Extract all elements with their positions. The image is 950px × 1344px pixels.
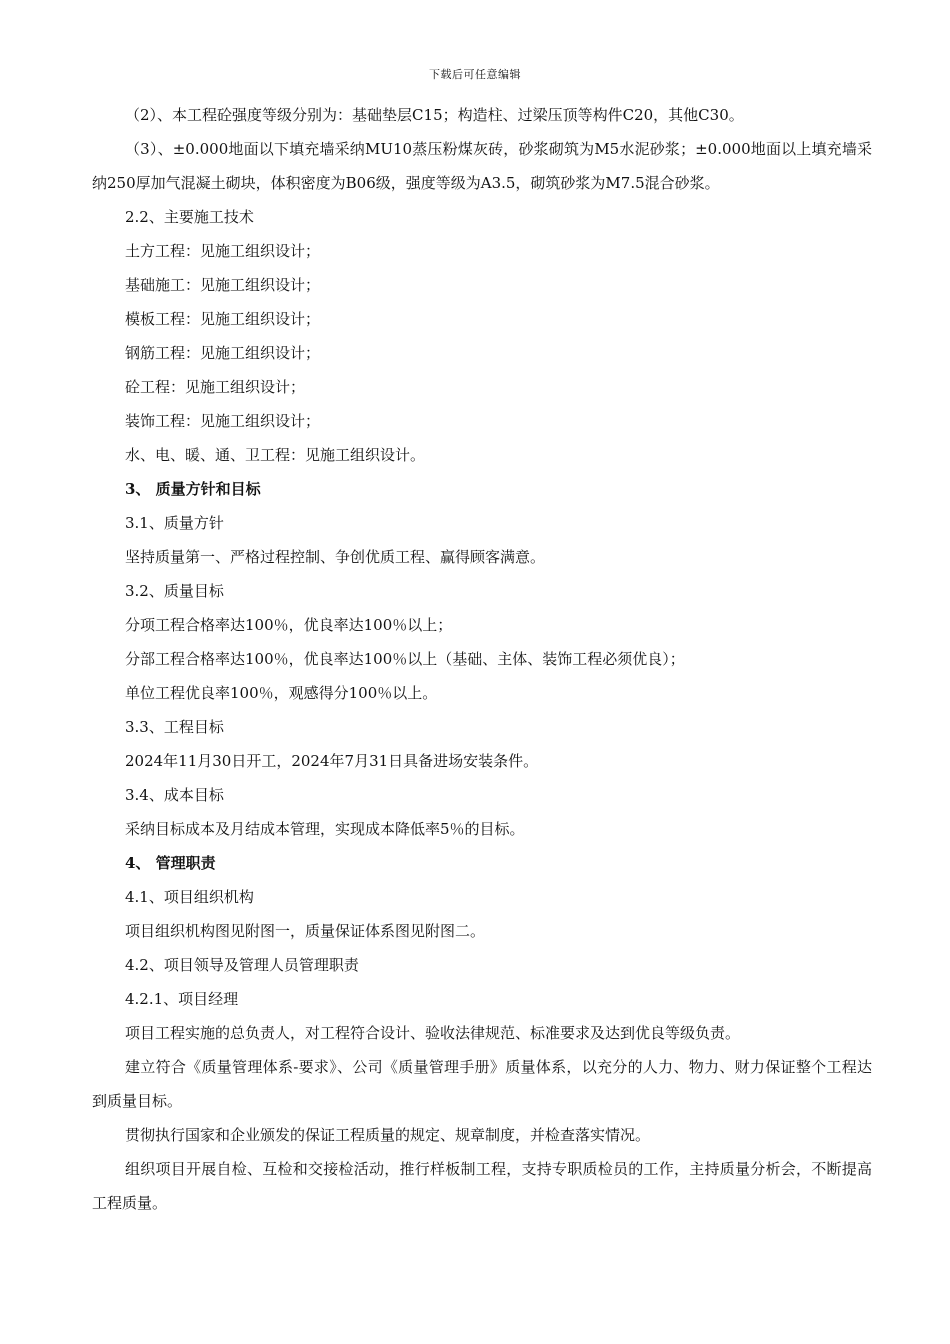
- paragraph: 4.1、项目组织机构: [125, 888, 254, 906]
- paragraph: 3.2、质量目标: [125, 582, 224, 600]
- paragraph: 水、电、暖、通、卫工程：见施工组织设计。: [125, 446, 426, 464]
- paragraph: 装饰工程：见施工组织设计；: [125, 412, 321, 430]
- section-heading: 3、 质量方针和目标: [125, 480, 261, 498]
- paragraph: （3）、±0.000地面以下填充墙采纳MU10蒸压粉煤灰砖，砂浆砌筑为M5水泥砂浆；±0.000地面以上填充墙采纳250厚加气混凝土砌块，体积密度为B06级，强度等级为A3.5，砌筑砂浆为M7.5混合砂浆。: [92, 140, 872, 192]
- paragraph: 4.2.1、项目经理: [125, 990, 239, 1008]
- paragraph: 建立符合《质量管理体系-要求》、公司《质量管理手册》质量体系，以充分的人力、物力、财力保证整个工程达到质量目标。: [92, 1058, 872, 1110]
- paragraph: 项目工程实施的总负责人，对工程符合设计、验收法律规范、标准要求及达到优良等级负责。: [125, 1024, 741, 1042]
- section-heading: 4、 管理职责: [125, 854, 216, 872]
- paragraph: 项目组织机构图见附图一，质量保证体系图见附图二。: [125, 922, 486, 940]
- paragraph: 采纳目标成本及月结成本管理，实现成本降低率5％的目标。: [125, 820, 525, 838]
- document-body: [92, 98, 872, 1220]
- paragraph: 钢筋工程：见施工组织设计；: [125, 344, 321, 362]
- paragraph: 基础施工：见施工组织设计；: [125, 276, 321, 294]
- paragraph: 3.3、工程目标: [125, 718, 224, 736]
- paragraph: 模板工程：见施工组织设计；: [125, 310, 321, 328]
- paragraph: 分项工程合格率达100％，优良率达100％以上；: [125, 616, 453, 634]
- paragraph: 坚持质量第一、严格过程控制、争创优质工程、赢得顾客满意。: [125, 548, 546, 566]
- paragraph: 2.2、主要施工技术: [125, 208, 254, 226]
- paragraph: 组织项目开展自检、互检和交接检活动，推行样板制工程，支持专职质检员的工作，主持质量分析会，不断提高工程质量。: [92, 1160, 872, 1212]
- page-header: 下载后可任意编辑: [429, 68, 521, 81]
- paragraph: 分部工程合格率达100％，优良率达100％以上（基础、主体、装饰工程必须优良）；: [125, 650, 685, 668]
- paragraph: 土方工程：见施工组织设计；: [125, 242, 321, 260]
- paragraph: 2024年11月30日开工，2024年7月31日具备进场安装条件。: [125, 752, 539, 770]
- paragraph: 砼工程：见施工组织设计；: [125, 378, 306, 396]
- paragraph: 贯彻执行国家和企业颁发的保证工程质量的规定、规章制度，并检查落实情况。: [125, 1126, 651, 1144]
- paragraph: 单位工程优良率100％，观感得分100％以上。: [125, 684, 438, 702]
- paragraph: 3.4、成本目标: [125, 786, 224, 804]
- paragraph: 3.1、质量方针: [125, 514, 224, 532]
- paragraph: （2）、本工程砼强度等级分别为：基础垫层C15；构造柱、过梁压顶等构件C20，其他C30。: [125, 106, 744, 124]
- paragraph: 4.2、项目领导及管理人员管理职责: [125, 956, 359, 974]
